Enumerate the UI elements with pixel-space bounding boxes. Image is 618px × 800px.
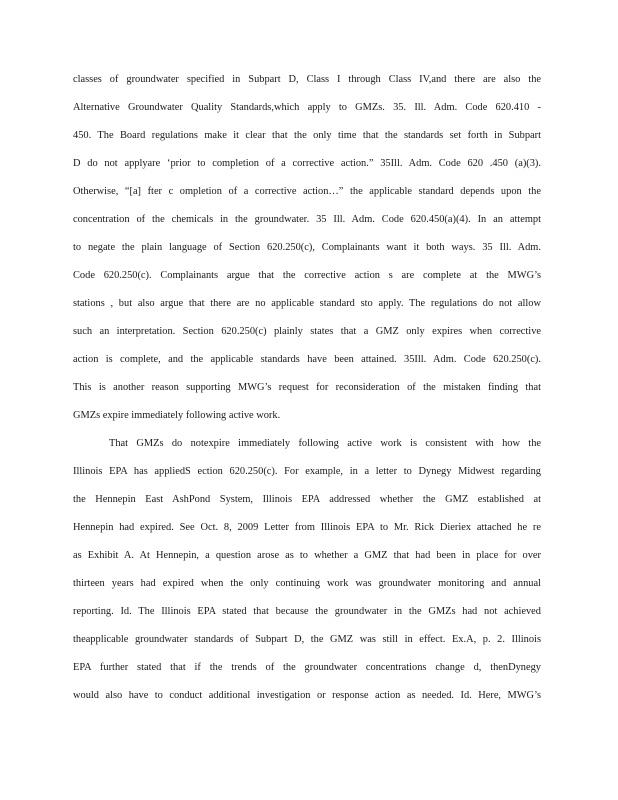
- text-line: to negate the plain language of Section 620.250(c), Complainants want it both ways. 35 Ill. Adm.: [73, 242, 541, 253]
- text-line: Code 620.250(c). Complainants argue that the corrective action s are complete at the MWG’s: [73, 270, 541, 281]
- text-line: Otherwise, “[a] fter c ompletion of a corrective action…” the applicable standard depends upon the: [73, 186, 541, 197]
- text-line: reporting. Id. The Illinois EPA stated that because the groundwater in the GMZs had not achieved: [73, 606, 541, 617]
- text-line: 450. The Board regulations make it clear that the only time that the standards set forth in Subpart: [73, 130, 541, 141]
- text-line: concentration of the chemicals in the groundwater. 35 Ill. Adm. Code 620.450(a)(4). In an attempt: [73, 214, 541, 225]
- text-line: Alternative Groundwater Quality Standards,which apply to GMZs. 35. Ill. Adm. Code 620.410 -: [73, 102, 541, 113]
- text-line: D do not applyare ‘prior to completion of a corrective action.” 35Ill. Adm. Code 620 .450 (a)(3).: [73, 158, 541, 169]
- text-line: Hennepin had expired. See Oct. 8, 2009 Letter from Illinois EPA to Mr. Rick Dieriex attached he re: [73, 522, 541, 533]
- text-line: stations , but also argue that there are no applicable standard sto apply. The regulations do not allow: [73, 298, 541, 309]
- text-line: would also have to conduct additional investigation or response action as needed. Id. Here, MWG’s: [73, 690, 541, 701]
- text-line: This is another reason supporting MWG’s request for reconsideration of the mistaken finding that: [73, 382, 541, 393]
- text-line: GMZs expire immediately following active work.: [73, 410, 281, 421]
- text-line: as Exhibit A. At Hennepin, a question arose as to whether a GMZ that had been in place for over: [73, 550, 541, 561]
- paragraph-first-line: That GMZs do notexpire immediately following active work is consistent with how the: [109, 438, 541, 449]
- text-line: such an interpretation. Section 620.250(c) plainly states that a GMZ only expires when corrective: [73, 326, 541, 337]
- text-line: EPA further stated that if the trends of the groundwater concentrations change d, thenDynegy: [73, 662, 541, 673]
- text-line: action is complete, and the applicable standards have been attained. 35Ill. Adm. Code 620.250(c).: [73, 354, 541, 365]
- text-line: Illinois EPA has appliedS ection 620.250(c). For example, in a letter to Dynegy Midwest regarding: [73, 466, 541, 477]
- text-line: thirteen years had expired when the only continuing work was groundwater monitoring and annual: [73, 578, 541, 589]
- text-line: classes of groundwater specified in Subpart D, Class I through Class IV,and there are also the: [73, 74, 541, 85]
- text-line: theapplicable groundwater standards of Subpart D, the GMZ was still in effect. Ex.A, p. 2. Illinois: [73, 634, 541, 645]
- text-line: the Hennepin East AshPond System, Illinois EPA addressed whether the GMZ established at: [73, 494, 541, 505]
